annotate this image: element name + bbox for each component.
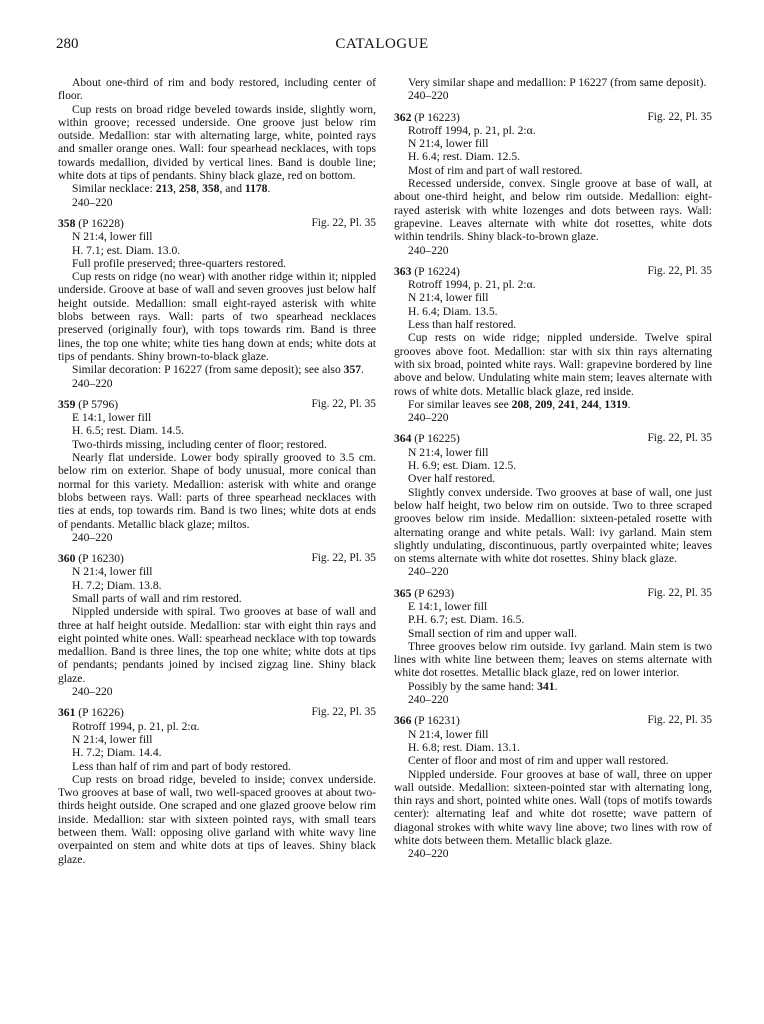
entry-detail-line: 240–220 — [408, 847, 449, 861]
entry-detail-line: N 21:4, lower fill — [72, 230, 153, 244]
entry-heading — [58, 398, 376, 411]
entry-inventory-ref: (P 16230) — [78, 552, 124, 566]
entry-paragraph: Small parts of wall and rim restored. — [72, 591, 242, 605]
entry-paragraph: Center of floor and most of rim and upper wall restored. — [408, 754, 669, 768]
entry-paragraph: Cup rests on ridge (no wear) with another ridge within it; nippled underside. Groove at base of wall and seven grooves just below half height outside. Medallion: small eight-rayed asterisk with white blobs between rays. Wall: parts of two spearhead necklaces preserved (originally four), with tops towards rim. Band is three lines, the top one white; white ties hang down at ends; white dots at tips of pendants. Shiny brown-to-black glaze. — [58, 270, 376, 363]
entry-figure-ref: Fig. 22, Pl. 35 — [647, 110, 712, 123]
entry-paragraph: Similar decoration: P 16227 (from same deposit); see also 357. — [72, 363, 364, 377]
entry-detail-line: H. 7.1; est. Diam. 13.0. — [72, 243, 181, 257]
entry-inventory-ref: (P 5796) — [78, 397, 119, 411]
entry-detail-line: H. 6.4; Diam. 13.5. — [408, 304, 498, 318]
entry-number: 362 — [394, 110, 412, 124]
catalogue-entry — [58, 706, 376, 866]
page-header — [56, 36, 708, 58]
entry-detail-line: 240–220 — [408, 565, 449, 579]
entry-detail-line: P.H. 6.7; est. Diam. 16.5. — [408, 613, 525, 627]
entry-detail-line: H. 7.2; Diam. 13.8. — [72, 578, 162, 592]
entry-heading — [58, 217, 376, 230]
entry-detail-line: Rotroff 1994, p. 21, pl. 2:α. — [408, 123, 536, 137]
entry-inventory-ref: (P 16225) — [414, 432, 460, 446]
entry-detail-line: 240–220 — [72, 530, 113, 544]
entry-inventory-ref: (P 6293) — [414, 586, 455, 600]
entry-number: 361 — [58, 706, 76, 720]
entry-detail-line: N 21:4, lower fill — [408, 445, 489, 459]
entry-paragraph: Similar necklace: 213, 258, 358, and 1178. — [72, 182, 271, 196]
entry-paragraph: Small section of rim and upper wall. — [408, 626, 578, 640]
catalogue-entry — [394, 265, 712, 425]
entry-paragraph: Recessed underside, convex. Single groove at base of wall, at about one-third height, and below rim outside. Medallion: eight-rayed asterisk with white lozenges and dots between rays. Wall: grapevine. Leaves alternate with white dot rosettes, white dots within tendrils. Shiny black-to-brown glaze. — [394, 177, 712, 244]
entry-inventory-ref: (P 16226) — [78, 706, 124, 720]
entry-number: 365 — [394, 586, 412, 600]
entry-heading — [394, 714, 712, 727]
entry-inventory-ref: (P 16223) — [414, 110, 460, 124]
entry-paragraph: Slightly convex underside. Two grooves at base of wall, one just below half height, two below rim on outside. Two to three scraped grooves below rim inside. Medallion: sixteen-petaled rosette with alternating orange and white petals. Wall: ivy garland. Main stem slightly undulating, discontinuous, partly overpainted white; leaves on stems alternate with white dot rosettes. Shiny black glaze. — [394, 485, 712, 566]
entry-figure-ref: Fig. 22, Pl. 35 — [647, 432, 712, 445]
catalogue-entry — [58, 552, 376, 698]
catalogue-entry — [58, 398, 376, 544]
entry-detail-line: Rotroff 1994, p. 21, pl. 2:α. — [408, 278, 536, 292]
entry-detail-line: H. 6.4; rest. Diam. 12.5. — [408, 150, 521, 164]
entry-paragraph: Over half restored. — [408, 472, 496, 486]
entry-heading — [394, 432, 712, 445]
entry-number: 366 — [394, 714, 412, 728]
right-column — [394, 76, 712, 861]
catalogue-entry — [58, 217, 376, 390]
entry-paragraph: Nippled underside with spiral. Two grooves at base of wall and three at half height outside. Medallion: star with eight thin rays and eight pointed white ones. Wall: spearhead necklace with top towards medallion. Band is three lines, the top one white; white dots at tips of pendants; pendants joined by incised zigzag line. Shiny black glaze. — [58, 605, 376, 685]
entry-detail-line: 240–220 — [408, 411, 449, 425]
entry-paragraph: Possibly by the same hand: 341. — [408, 679, 558, 693]
entry-heading — [58, 552, 376, 565]
entry-detail-line: H. 6.9; est. Diam. 12.5. — [408, 459, 517, 473]
entry-detail-line: N 21:4, lower fill — [72, 732, 153, 746]
entry-detail-line: 240–220 — [72, 195, 113, 209]
entry-detail-line: 240–220 — [408, 89, 449, 103]
left-column — [58, 76, 376, 866]
entry-paragraph: Three grooves below rim outside. Ivy garland. Main stem is two lines with white line between them; leaves on stems alternate with white dot rosettes. Metallic black glaze, red on lower interior. — [394, 639, 712, 680]
entry-figure-ref: Fig. 22, Pl. 35 — [311, 706, 376, 719]
page-number: 280 — [56, 36, 79, 52]
entry-number: 359 — [58, 397, 76, 411]
entry-detail-line: E 14:1, lower fill — [72, 411, 152, 425]
entry-figure-ref: Fig. 22, Pl. 35 — [647, 264, 712, 277]
entry-inventory-ref: (P 16224) — [414, 264, 460, 278]
catalogue-entry — [394, 111, 712, 257]
running-head: CATALOGUE — [335, 36, 429, 52]
entry-figure-ref: Fig. 22, Pl. 35 — [647, 586, 712, 599]
entry-detail-line: N 21:4, lower fill — [72, 565, 153, 579]
catalogue-entry — [394, 714, 712, 860]
entry-paragraph: Most of rim and part of wall restored. — [408, 163, 583, 177]
entry-paragraph: Less than half restored. — [408, 318, 517, 332]
entry-inventory-ref: (P 16231) — [414, 714, 460, 728]
entry-heading — [394, 587, 712, 600]
entry-detail-line: 240–220 — [408, 243, 449, 257]
entry-paragraph: About one-third of rim and body restored, including center of floor. — [58, 76, 376, 103]
entry-paragraph: Cup rests on wide ridge; nippled underside. Twelve spiral grooves above foot. Medallion: star with six thin rays alternating with six broad, pointed white rays. Wall: grapevine bordered by line above and below. Undulating white main stem; leaves alternate with rows of white dots. Metallic black glaze, red inside. — [394, 331, 712, 398]
entry-figure-ref: Fig. 22, Pl. 35 — [647, 714, 712, 727]
entry-number: 360 — [58, 552, 76, 566]
entry-detail-line: H. 6.5; rest. Diam. 14.5. — [72, 424, 185, 438]
entry-detail-line: N 21:4, lower fill — [408, 137, 489, 151]
entry-figure-ref: Fig. 22, Pl. 35 — [311, 216, 376, 229]
entry-detail-line: H. 6.8; rest. Diam. 13.1. — [408, 740, 521, 754]
catalogue-entry — [394, 432, 712, 578]
entry-detail-line: Rotroff 1994, p. 21, pl. 2:α. — [72, 719, 200, 733]
entry-detail-line: 240–220 — [408, 693, 449, 707]
entry-heading — [58, 706, 376, 719]
entry-number: 358 — [58, 216, 76, 230]
entry-number: 364 — [394, 432, 412, 446]
entry-heading — [394, 265, 712, 278]
entry-paragraph: Less than half of rim and part of body restored. — [72, 759, 291, 773]
entry-inventory-ref: (P 16228) — [78, 216, 124, 230]
entry-detail-line: E 14:1, lower fill — [408, 599, 488, 613]
entry-paragraph: Full profile preserved; three-quarters restored. — [72, 256, 287, 270]
entry-paragraph: Cup rests on broad ridge, beveled to inside; convex underside. Two grooves at base of wall, two well-spaced grooves at about two-thirds height outside. One scraped and one glazed groove below rim inside. Medallion: star with sixteen pointed rays, with small tears between them. Wall: opposing olive garland with white wavy line overpainted on stem and white dots at tips of leaves. Shiny black glaze. — [58, 772, 376, 866]
entry-figure-ref: Fig. 22, Pl. 35 — [311, 552, 376, 565]
entry-paragraph: Nippled underside. Four grooves at base of wall, three on upper wall outside. Medallion: sixteen-pointed star with alternating long, thin rays and short, pointed white ones. Wall (tops of motifs towards center): alternating leaf and white dot rosette; wave pattern of diagonal strokes with white wavy line above; two lines with row of white dots between them. Metallic black glaze. — [394, 767, 712, 848]
entry-detail-line: N 21:4, lower fill — [408, 727, 489, 741]
entry-figure-ref: Fig. 22, Pl. 35 — [311, 397, 376, 410]
entry-detail-line: 240–220 — [72, 376, 113, 390]
entry-paragraph: Cup rests on broad ridge beveled towards inside, slightly worn, within groove; recessed underside. One groove just below rim outside. Medallion: star with alternating large, white, pointed rays and smaller orange ones. Wall: four spearhead necklaces, with tops towards medallion, divided by vertical lines. Band is double line; white dots at tips of pendants. Shiny black glaze, red on bottom. — [58, 102, 376, 183]
entry-paragraph: Very similar shape and medallion: P 16227 (from same deposit). — [408, 76, 707, 89]
entry-paragraph: Nearly flat underside. Lower body spirally grooved to 3.5 cm. below rim on exterior. Shape of body unusual, more conical than normal for this variety. Medallion: asterisk with white and orange blobs between rays. Wall: parts of three spearhead necklaces with ties at ends, top towards rim. Band is two lines; white dots at ends of pendants. Metallic black glaze; miltos. — [58, 451, 376, 531]
entry-paragraph: Two-thirds missing, including center of floor; restored. — [72, 437, 327, 451]
entry-detail-line: N 21:4, lower fill — [408, 291, 489, 305]
entry-detail-line: H. 7.2; Diam. 14.4. — [72, 746, 162, 760]
catalogue-entry — [394, 587, 712, 707]
entry-heading — [394, 111, 712, 124]
entry-paragraph: For similar leaves see 208, 209, 241, 244, 1319. — [408, 397, 631, 411]
entry-detail-line: 240–220 — [72, 685, 113, 699]
entry-number: 363 — [394, 264, 412, 278]
